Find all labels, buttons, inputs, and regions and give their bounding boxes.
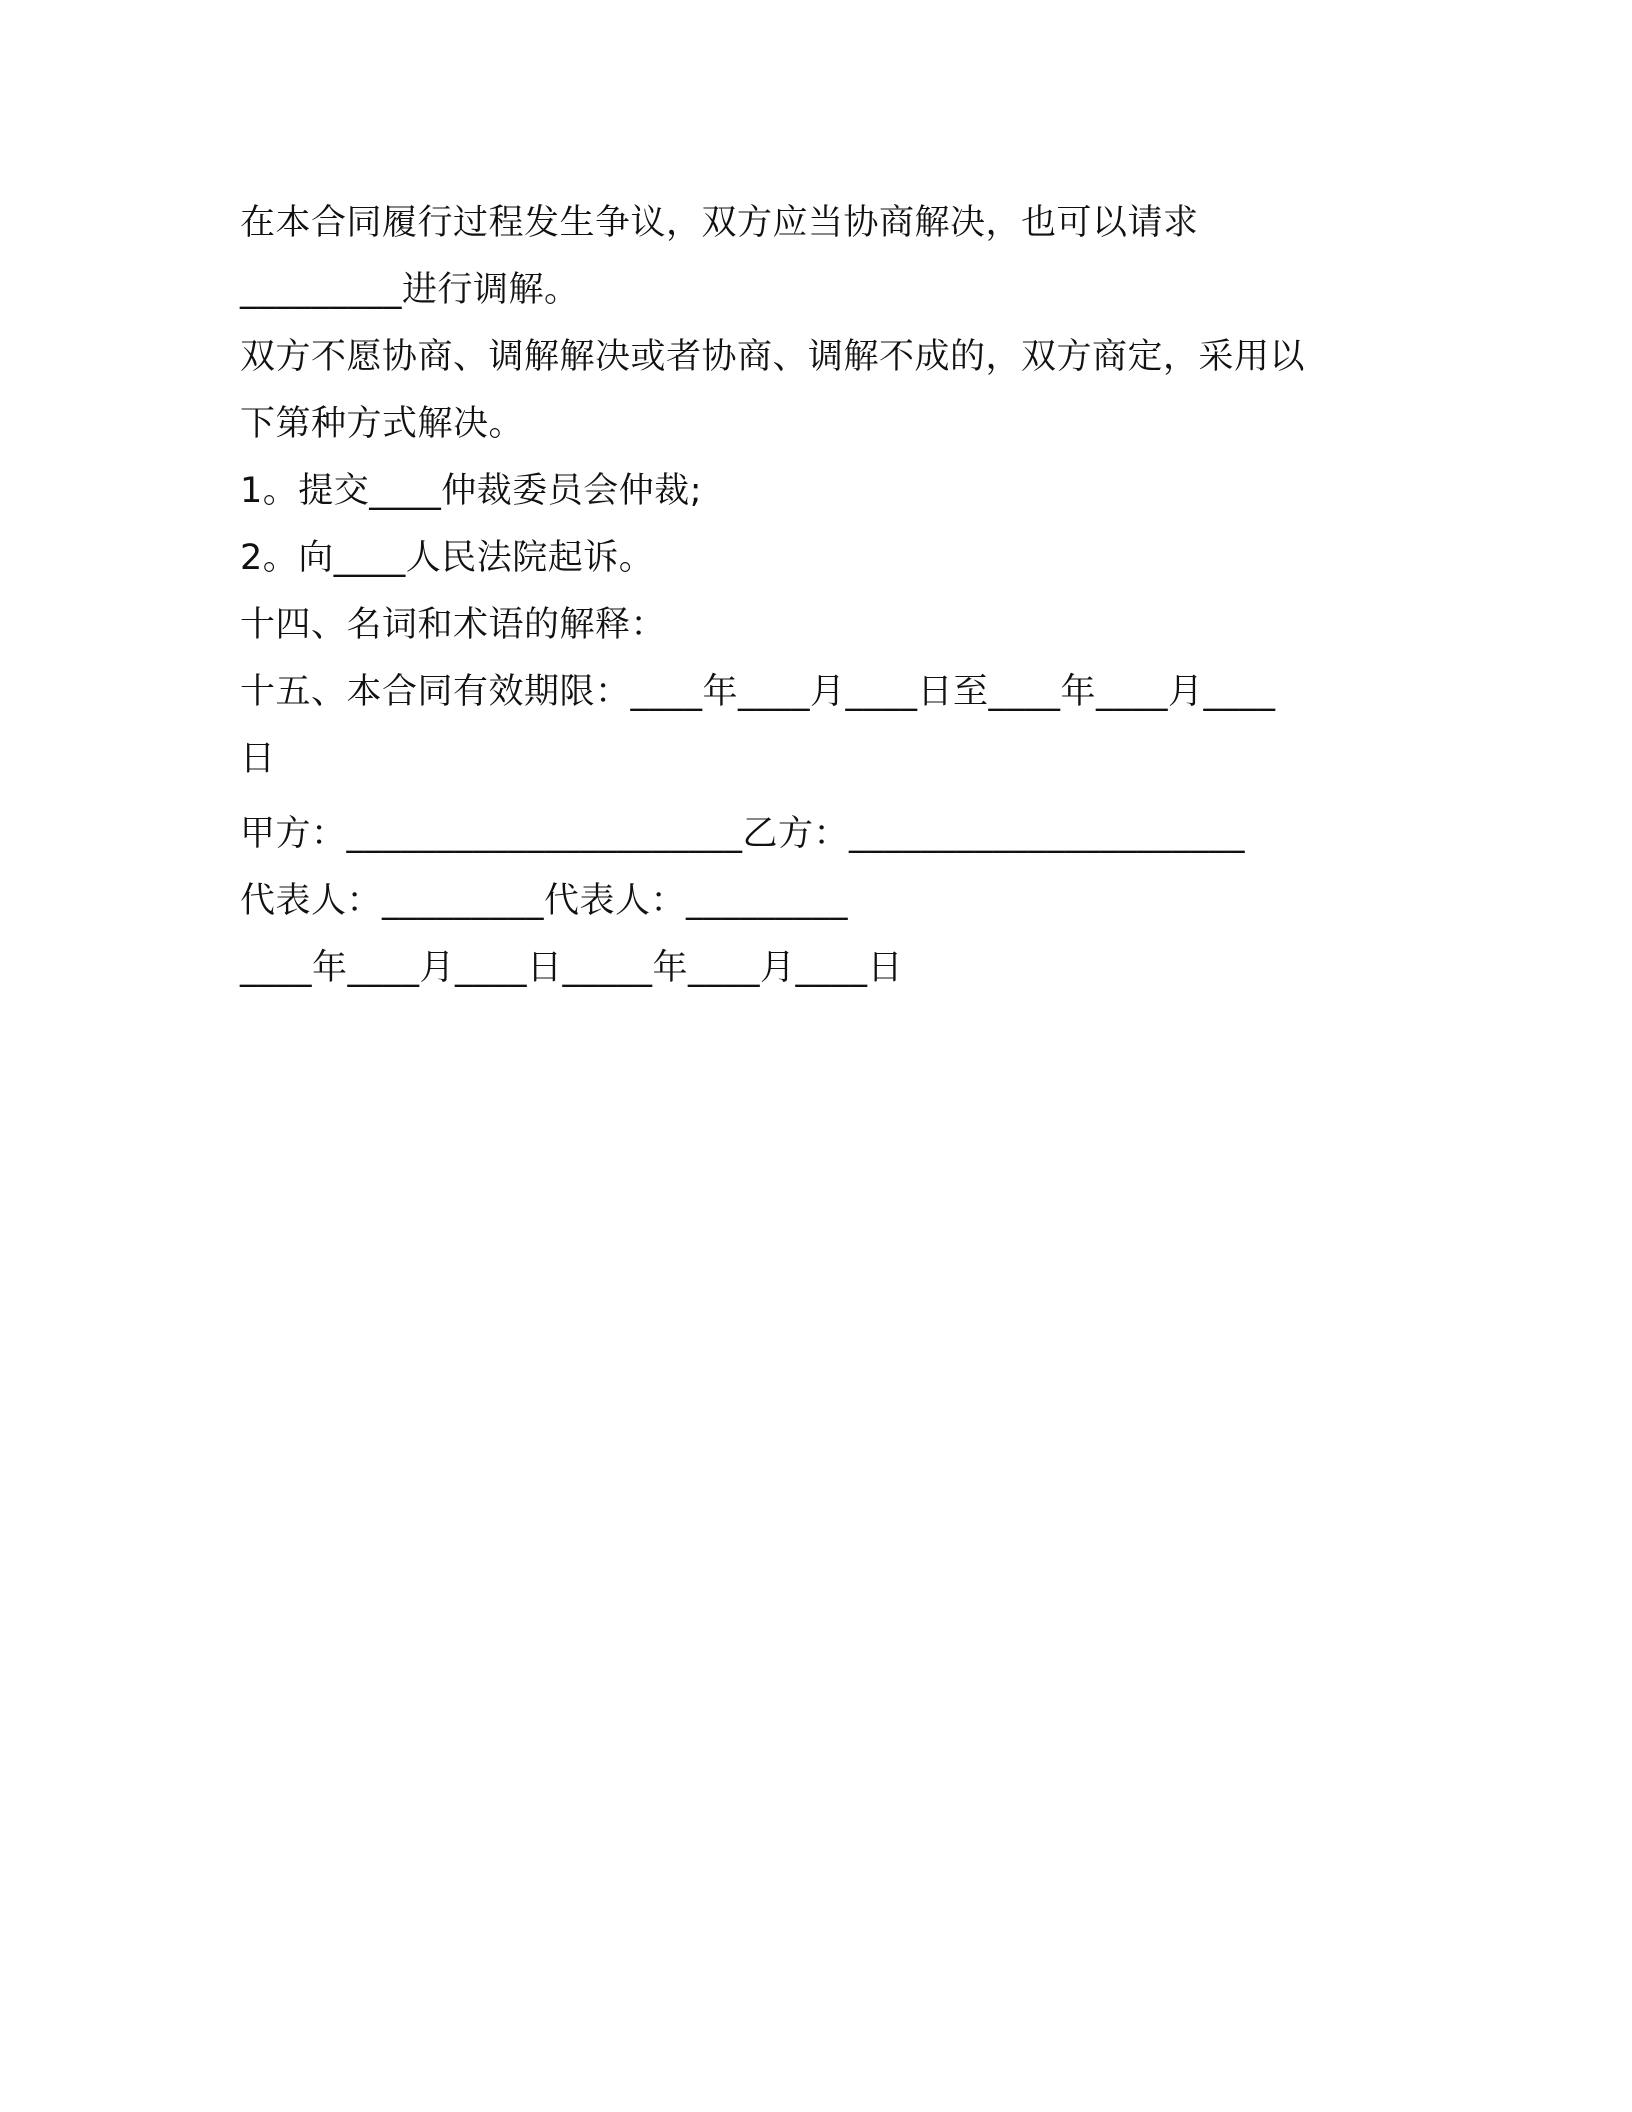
party-signature-line: 甲方：______________________乙方：______________________ <box>240 814 1246 854</box>
dispute-clause-line-4: 下第种方式解决。 <box>240 404 525 444</box>
option-arbitration: 1。提交____仲裁委员会仲裁; <box>240 471 703 511</box>
dispute-clause-line-1: 在本合同履行过程发生争议，双方应当协商解决，也可以请求 <box>240 203 1199 243</box>
section-15-term-line-1: 十五、本合同有效期限：____年____月____日至____年____月____ <box>240 672 1276 712</box>
document-body <box>240 190 1400 1002</box>
dispute-clause-line-2: _________进行调解。 <box>240 270 580 310</box>
section-15-term-line-2: 日 <box>240 739 276 779</box>
signature-date-line: ____年____月____日_____年____月____日 <box>240 948 904 988</box>
section-14-heading: 十四、名词和术语的解释： <box>240 605 667 645</box>
representative-signature-line: 代表人：_________代表人：_________ <box>240 881 849 921</box>
option-litigation: 2。向____人民法院起诉。 <box>240 538 655 578</box>
dispute-clause-line-3: 双方不愿协商、调解解决或者协商、调解不成的，双方商定，采用以 <box>240 337 1306 377</box>
